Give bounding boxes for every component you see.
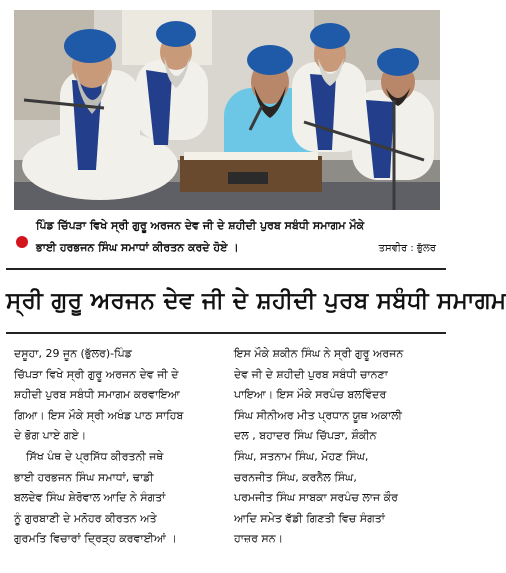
article-column-left bbox=[14, 344, 222, 550]
article-line: ਸ਼ਹੀਦੀ ਪੁਰਬ ਸਬੰਧੀ ਸਮਾਗਮ ਕਰਵਾਇਆ bbox=[14, 388, 180, 402]
caption-line-2: ਭਾਈ ਹਰਭਜਨ ਸਿੰਘ ਸਮਾਧਾਂ ਕੀਰਤਨ ਕਰਦੇ ਹੋਏ । bbox=[36, 241, 239, 254]
caption-line-1: ਪਿੰਡ ਚਿੱਪੜਾ ਵਿਖੇ ਸ੍ਰੀ ਗੁਰੂ ਅਰਜਨ ਦੇਵ ਜੀ ਦੇ ਸ਼ਹੀਦੀ ਪੁਰਬ ਸਬੰਧੀ ਸਮਾਗਮ ਮੌਕੇ bbox=[36, 219, 365, 232]
photo-credit: ਤਸਵੀਰ : ਭੁੱਲਰ bbox=[378, 243, 436, 254]
article-line: ਸਿੱਖ ਪੰਥ ਦੇ ਪ੍ਰਸਿੱਧ ਕੀਰਤਨੀ ਜਥੇ bbox=[26, 449, 164, 463]
article-line: ਦਲ , ਬਹਾਦਰ ਸਿੰਘ ਚਿੱਪੜਾ, ਸ਼ੌਕੀਨ bbox=[234, 429, 377, 443]
photo-caption bbox=[14, 214, 440, 262]
news-photo bbox=[14, 10, 440, 210]
article-headline: ਸ੍ਰੀ ਗੁਰੂ ਅਰਜਨ ਦੇਵ ਜੀ ਦੇ ਸ਼ਹੀਦੀ ਪੁਰਬ ਸਬੰਧੀ ਸਮਾਗਮ bbox=[6, 288, 506, 314]
article-line: ਆਦਿ ਸਮੇਤ ਵੱਡੀ ਗਿਣਤੀ ਵਿਚ ਸੰਗਤਾਂ bbox=[234, 511, 385, 525]
article-column-right bbox=[234, 344, 444, 550]
article-line: ਗਿਆ। ਇਸ ਮੌਕੇ ਸ੍ਰੀ ਅਖੰਡ ਪਾਠ ਸਾਹਿਬ bbox=[14, 408, 184, 422]
article-line: ਹਾਜ਼ਰ ਸਨ। bbox=[234, 532, 284, 546]
article-line: ਬਲਦੇਵ ਸਿੰਘ ਸ਼ੇਰੋਵਾਲ ਆਦਿ ਨੇ ਸੰਗਤਾਂ bbox=[14, 491, 166, 505]
divider-bottom bbox=[6, 332, 446, 334]
red-bullet-icon bbox=[16, 236, 28, 248]
article-line: ਗੁਰਮਤਿ ਵਿਚਾਰਾਂ ਦ੍ਰਿੜ੍ਹ ਕਰਵਾਈਆਂ । bbox=[14, 532, 177, 546]
article-line: ਸਿੰਘ, ਸਤਨਾਮ ਸਿੰਘ, ਮੋਹਣ ਸਿੰਘ, bbox=[234, 449, 369, 463]
article-line: ਦੇਵ ਜੀ ਦੇ ਸ਼ਹੀਦੀ ਪੁਰਬ ਸਬੰਧੀ ਚਾਨਣਾ bbox=[234, 367, 388, 381]
article-line: ਦਸੂਹਾ, 29 ਜੂਨ (ਭੁੱਲਰ)-ਪਿੰਡ bbox=[14, 347, 132, 360]
article-line: ਭਾਈ ਹਰਭਜਨ ਸਿੰਘ ਸਮਾਧਾਂ, ਢਾਡੀ bbox=[14, 470, 154, 484]
article-line: ਪਰਮਜੀਤ ਸਿੰਘ ਸਾਬਕਾ ਸਰਪੰਚ ਲਾਜ ਕੌਰ bbox=[234, 491, 398, 505]
article-line: ਨੂੰ ਗੁਰਬਾਣੀ ਦੇ ਮਨੋਹਰ ਕੀਰਤਨ ਅਤੇ bbox=[14, 511, 157, 525]
harmonium bbox=[180, 152, 322, 192]
kirtan-scene-illustration bbox=[14, 10, 440, 210]
article-line: ਦੇ ਭੋਗ ਪਾਏ ਗਏ। bbox=[14, 429, 87, 443]
article-line: ਇਸ ਮੌਕੇ ਸ਼ਕੀਨ ਸਿੰਘ ਨੇ ਸ੍ਰੀ ਗੁਰੂ ਅਰਜਨ bbox=[234, 347, 404, 360]
article-line: ਸਿੰਘ ਸੀਨੀਅਰ ਮੀਤ ਪ੍ਰਧਾਨ ਯੂਥ ਅਕਾਲੀ bbox=[234, 408, 402, 422]
article-line: ਚਿੱਪੜਾ ਵਿਖੇ ਸ੍ਰੀ ਗੁਰੂ ਅਰਜਨ ਦੇਵ ਜੀ ਦੇ bbox=[14, 367, 179, 381]
divider-top bbox=[6, 268, 446, 270]
article-line: ਚਰਨਜੀਤ ਸਿੰਘ, ਕਰਨੈਲ ਸਿੰਘ, bbox=[234, 470, 357, 484]
article-line: ਪਾਇਆ। ਇਸ ਮੌਕੇ ਸਰਪੰਚ ਬਲਵਿੰਦਰ bbox=[234, 388, 387, 402]
